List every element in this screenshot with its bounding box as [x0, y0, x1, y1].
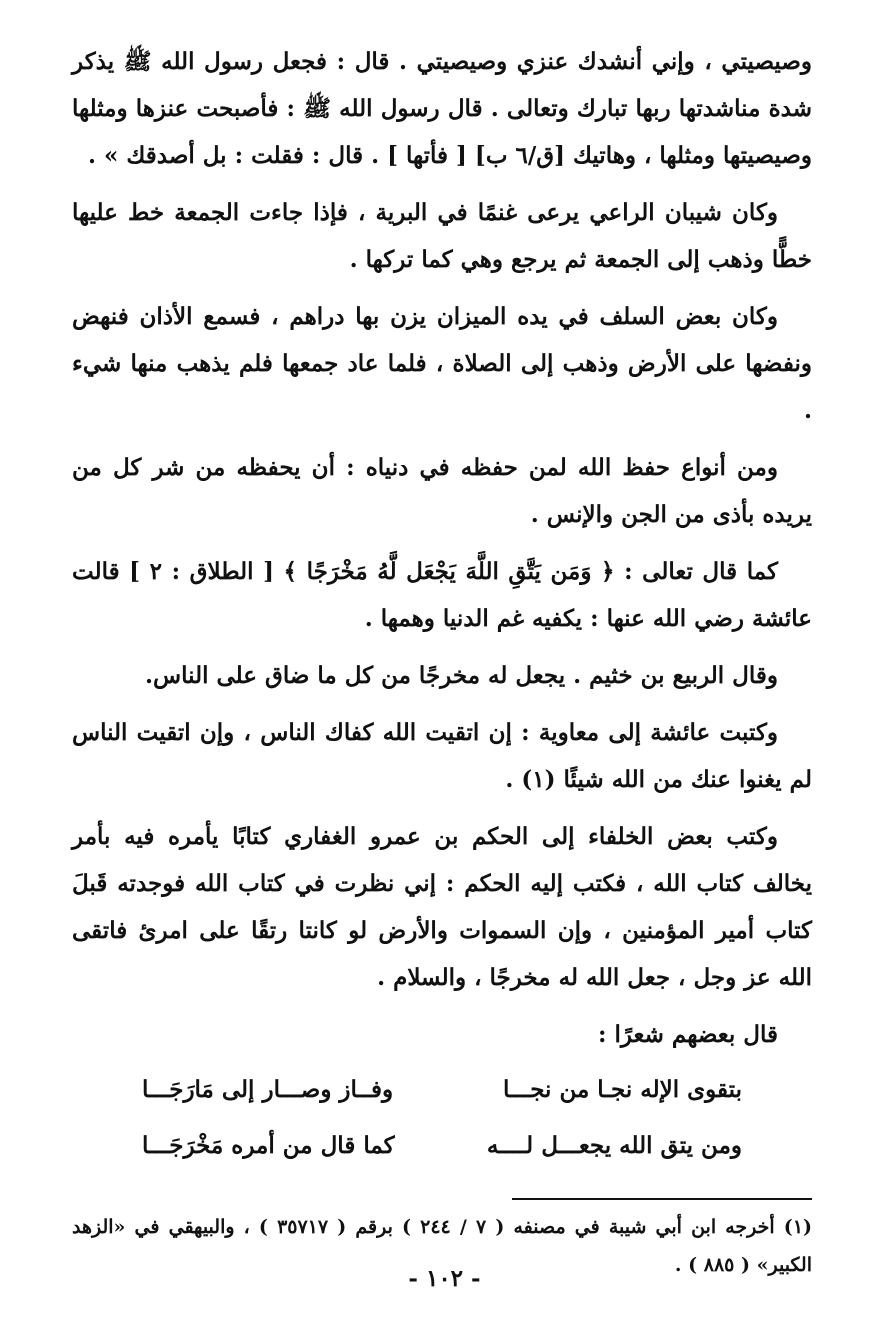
paragraph-rabi: وقال الربيع بن خثيم . يجعل له مخرجًا من كل ما ضاق على الناس.: [145, 662, 778, 689]
page-body: [72, 38, 812, 1284]
poem-verse: [142, 1062, 742, 1118]
poem-verse: [142, 1118, 742, 1174]
paragraph-aisha-letter: وكتبت عائشة إلى معاوية : إن اتقيت الله كفاك الناس ، وإن اتقيت الناس لم يغنوا عنك من الله شيئًا (١) .: [72, 719, 812, 793]
paragraph-protection: ومن أنواع حفظ الله لمن حفظه في دنياه : أن يحفظه من شر كل من يريده بأذى من الجن والإنس .: [72, 454, 812, 528]
paragraph-hakam-letter: وكتب بعض الخلفاء إلى الحكم بن عمرو الغفاري كتابًا يأمره فيه بأمر يخالف كتاب الله ، فكتب إليه الحكم : إني نظرت في كتاب الله فوجدته قَبلَ كتاب أمير المؤمنين ، وإن السموات والأرض لو كانتا رتقًا على امرئ فاتقى الله عز وجل ، جعل الله له مخرجًا ، والسلام .: [72, 823, 812, 991]
verse-first-hemistich: بتقوى الإله نجـا من نجـــا: [502, 1076, 742, 1103]
paragraph-salaf-scale: وكان بعض السلف في يده الميزان يزن بها دراهم ، فسمع الأذان فنهض ونفضها على الأرض وذهب إلى الصلاة ، فلما عاد جمعها فلم يذهب منها شيء .: [72, 303, 812, 424]
verse-second-hemistich: كما قال من أمره مَخْرَجَـــا: [142, 1132, 395, 1159]
paragraph-quran-verse: كما قال تعالى : ﴿ وَمَن يَتَّقِ اللَّهَ يَجْعَل لَّهُ مَخْرَجًا ﴾ [ الطلاق : ٢ ] قالت عائشة رضي الله عنها : يكفيه غم الدنيا وهمها .: [72, 558, 812, 632]
paragraph-shayban: وكان شيبان الراعي يرعى غنمًا في البرية ، فإذا جاءت الجمعة خط عليها خطًّا وذهب إلى الجمعة ثم يرجع وهي كما تركها .: [72, 199, 812, 273]
verse-first-hemistich: ومن يتق الله يجعـــل لــــه: [486, 1132, 742, 1159]
page-number: - ١٠٢ -: [408, 1265, 481, 1292]
paragraph-continuation: وصيصيتي ، وإني أنشدك عنزي وصيصيتي . قال : فجعل رسول الله ﷺ يذكر شدة مناشدتها ربها تبارك وتعالى . قال رسول الله ﷺ : فأصبحت عنزها ومثلها وصيصيتها ومثلها ، وهاتيك [ق/٦ ب] [ فأتها ] . قال : فقلت : بل أصدقك » .: [72, 48, 812, 169]
poem: [142, 1062, 742, 1174]
footnote-divider: [512, 1198, 812, 1200]
verse-second-hemistich: وفــاز وصـــار إلى مَارَجَـــا: [142, 1076, 394, 1103]
footnote: (١) أخرجه ابن أبي شيبة في مصنفه ( ٧ / ٢٤٤ ) برقم ( ٣٥٧١٧ ) ، والبيهقي في «الزهد الكبير» ( ٨٨٥ ) .: [72, 1216, 813, 1276]
poem-intro: قال بعضهم شعرًا :: [597, 1021, 778, 1048]
